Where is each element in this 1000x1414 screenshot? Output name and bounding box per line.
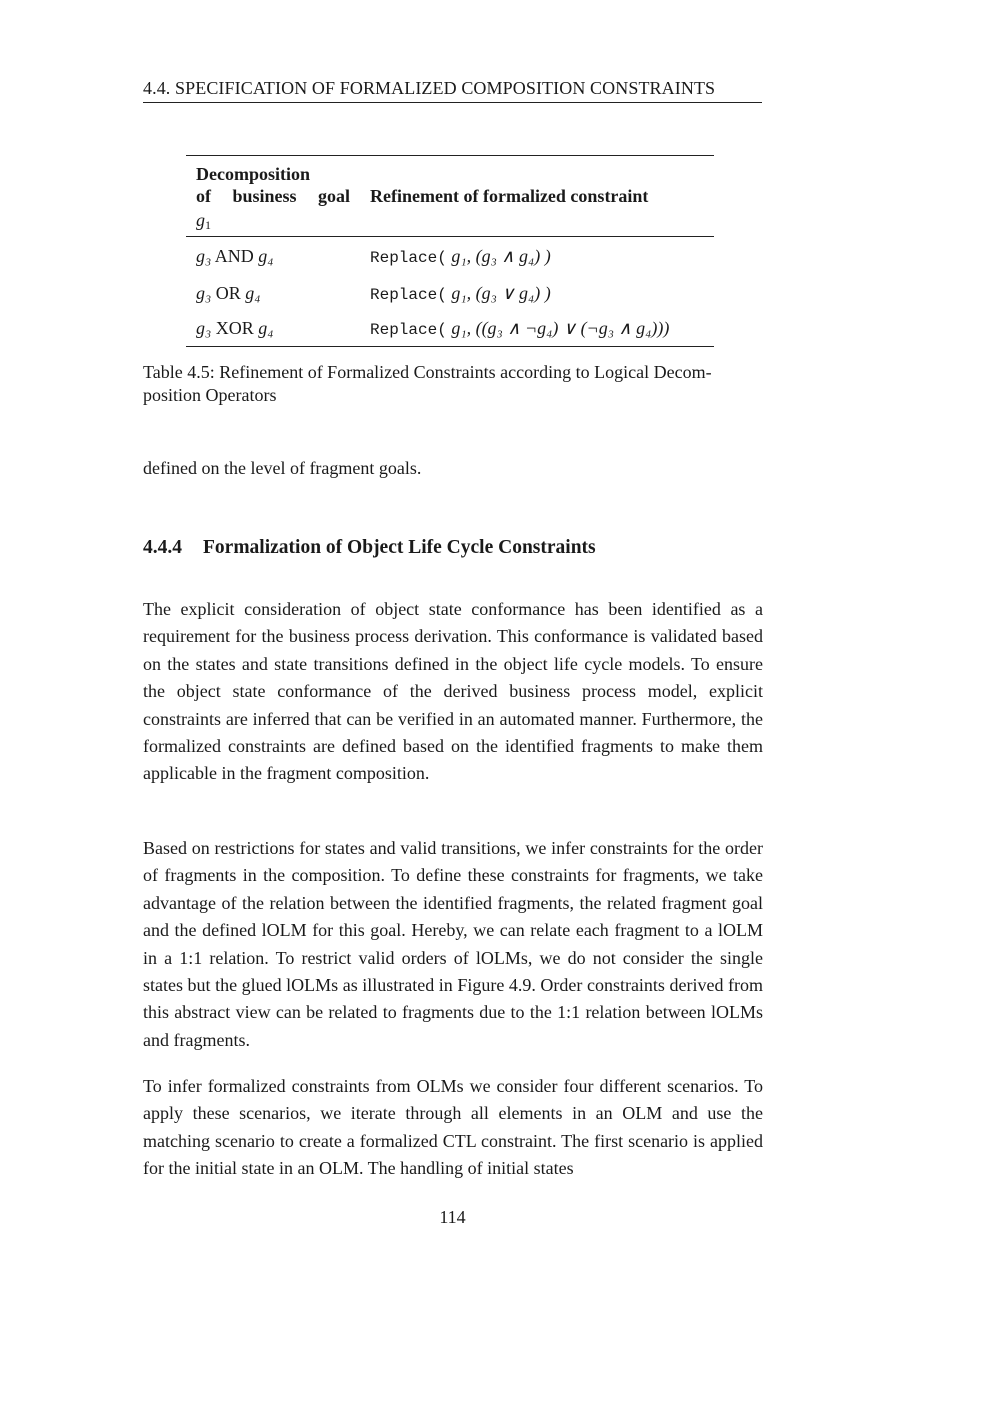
table-top-rule bbox=[186, 155, 714, 156]
paragraph-1: The explicit consideration of object state conformance has been identified as a requirement for the business process derivation. This conformance is validated based on the states and state transitions defined in the object life cycle models. To ensure the object state conformance of the derived business process model, explicit constraints are inferred that can be verified in an automated manner. Furthermore, the formalized constraints are defined based on the identified fragments to make them applicable in the fragment composition. bbox=[143, 599, 763, 784]
section-heading bbox=[143, 537, 596, 559]
table-caption bbox=[143, 361, 763, 407]
table-header-col1-line2: of business goal bbox=[196, 186, 350, 206]
section-title: Formalization of Object Life Cycle Constraints bbox=[203, 537, 596, 558]
page-number: 114 bbox=[439, 1207, 466, 1227]
paragraph-intro: defined on the level of fragment goals. bbox=[143, 458, 422, 478]
table-header-col2: Refinement of formalized constraint bbox=[370, 186, 649, 206]
section-number: 4.4.4 bbox=[143, 537, 182, 558]
table-caption-line2: position Operators bbox=[143, 385, 277, 405]
table-caption-line1: Table 4.5: Refinement of Formalized Constraints according to Logical Decom- bbox=[143, 362, 712, 382]
table-row-3-left: g₃ XOR g₄ bbox=[196, 318, 274, 338]
paragraph-2: Based on restrictions for states and valid transitions, we infer constraints for the order of fragments in the composition. To define these constraints for fragments, we take advantage of the relation between the identified fragments, the related fragment goal and the defined lOLM for this goal. Hereby, we can relate each fragment to a lOLM in a 1:1 relation. To restrict valid orders of lOLMs, we do not consider the single states but the glued lOLMs as illustrated in Figure 4.9. Order constraints derived from this abstract view can be related to fragments due to the 1:1 relation between lOLMs and fragments. bbox=[143, 838, 763, 1050]
table-row-1-right: Replace( g₁, (g₃ ∧ g₄) ) bbox=[370, 246, 551, 267]
table-header-rule bbox=[186, 236, 714, 237]
table-row-2-right: Replace( g₁, (g₃ ∨ g₄) ) bbox=[370, 283, 551, 304]
table-row-3-right: Replace( g₁, ((g₃ ∧ ¬g₄) ∨ (¬g₃ ∧ g₄))) bbox=[370, 318, 670, 339]
running-head: 4.4. SPECIFICATION OF FORMALIZED COMPOSITION CONSTRAINTS bbox=[143, 78, 762, 103]
table-header-col1-line1: Decomposition bbox=[196, 164, 310, 184]
table-header-col1-var: $g_1$ bbox=[196, 210, 211, 232]
table-bottom-rule bbox=[186, 346, 714, 347]
table-row-1-left: g₃ AND g₄ bbox=[196, 246, 274, 266]
table-row-2-left: g₃ OR g₄ bbox=[196, 283, 261, 303]
paragraph-3: To infer formalized constraints from OLMs we consider four different scenarios. To apply these scenarios, we iterate through all elements in an OLM and use the matching scenario to create a formalized CTL constraint. The first scenario is applied for the initial state in an OLM. The handling of initial states bbox=[143, 1076, 763, 1179]
